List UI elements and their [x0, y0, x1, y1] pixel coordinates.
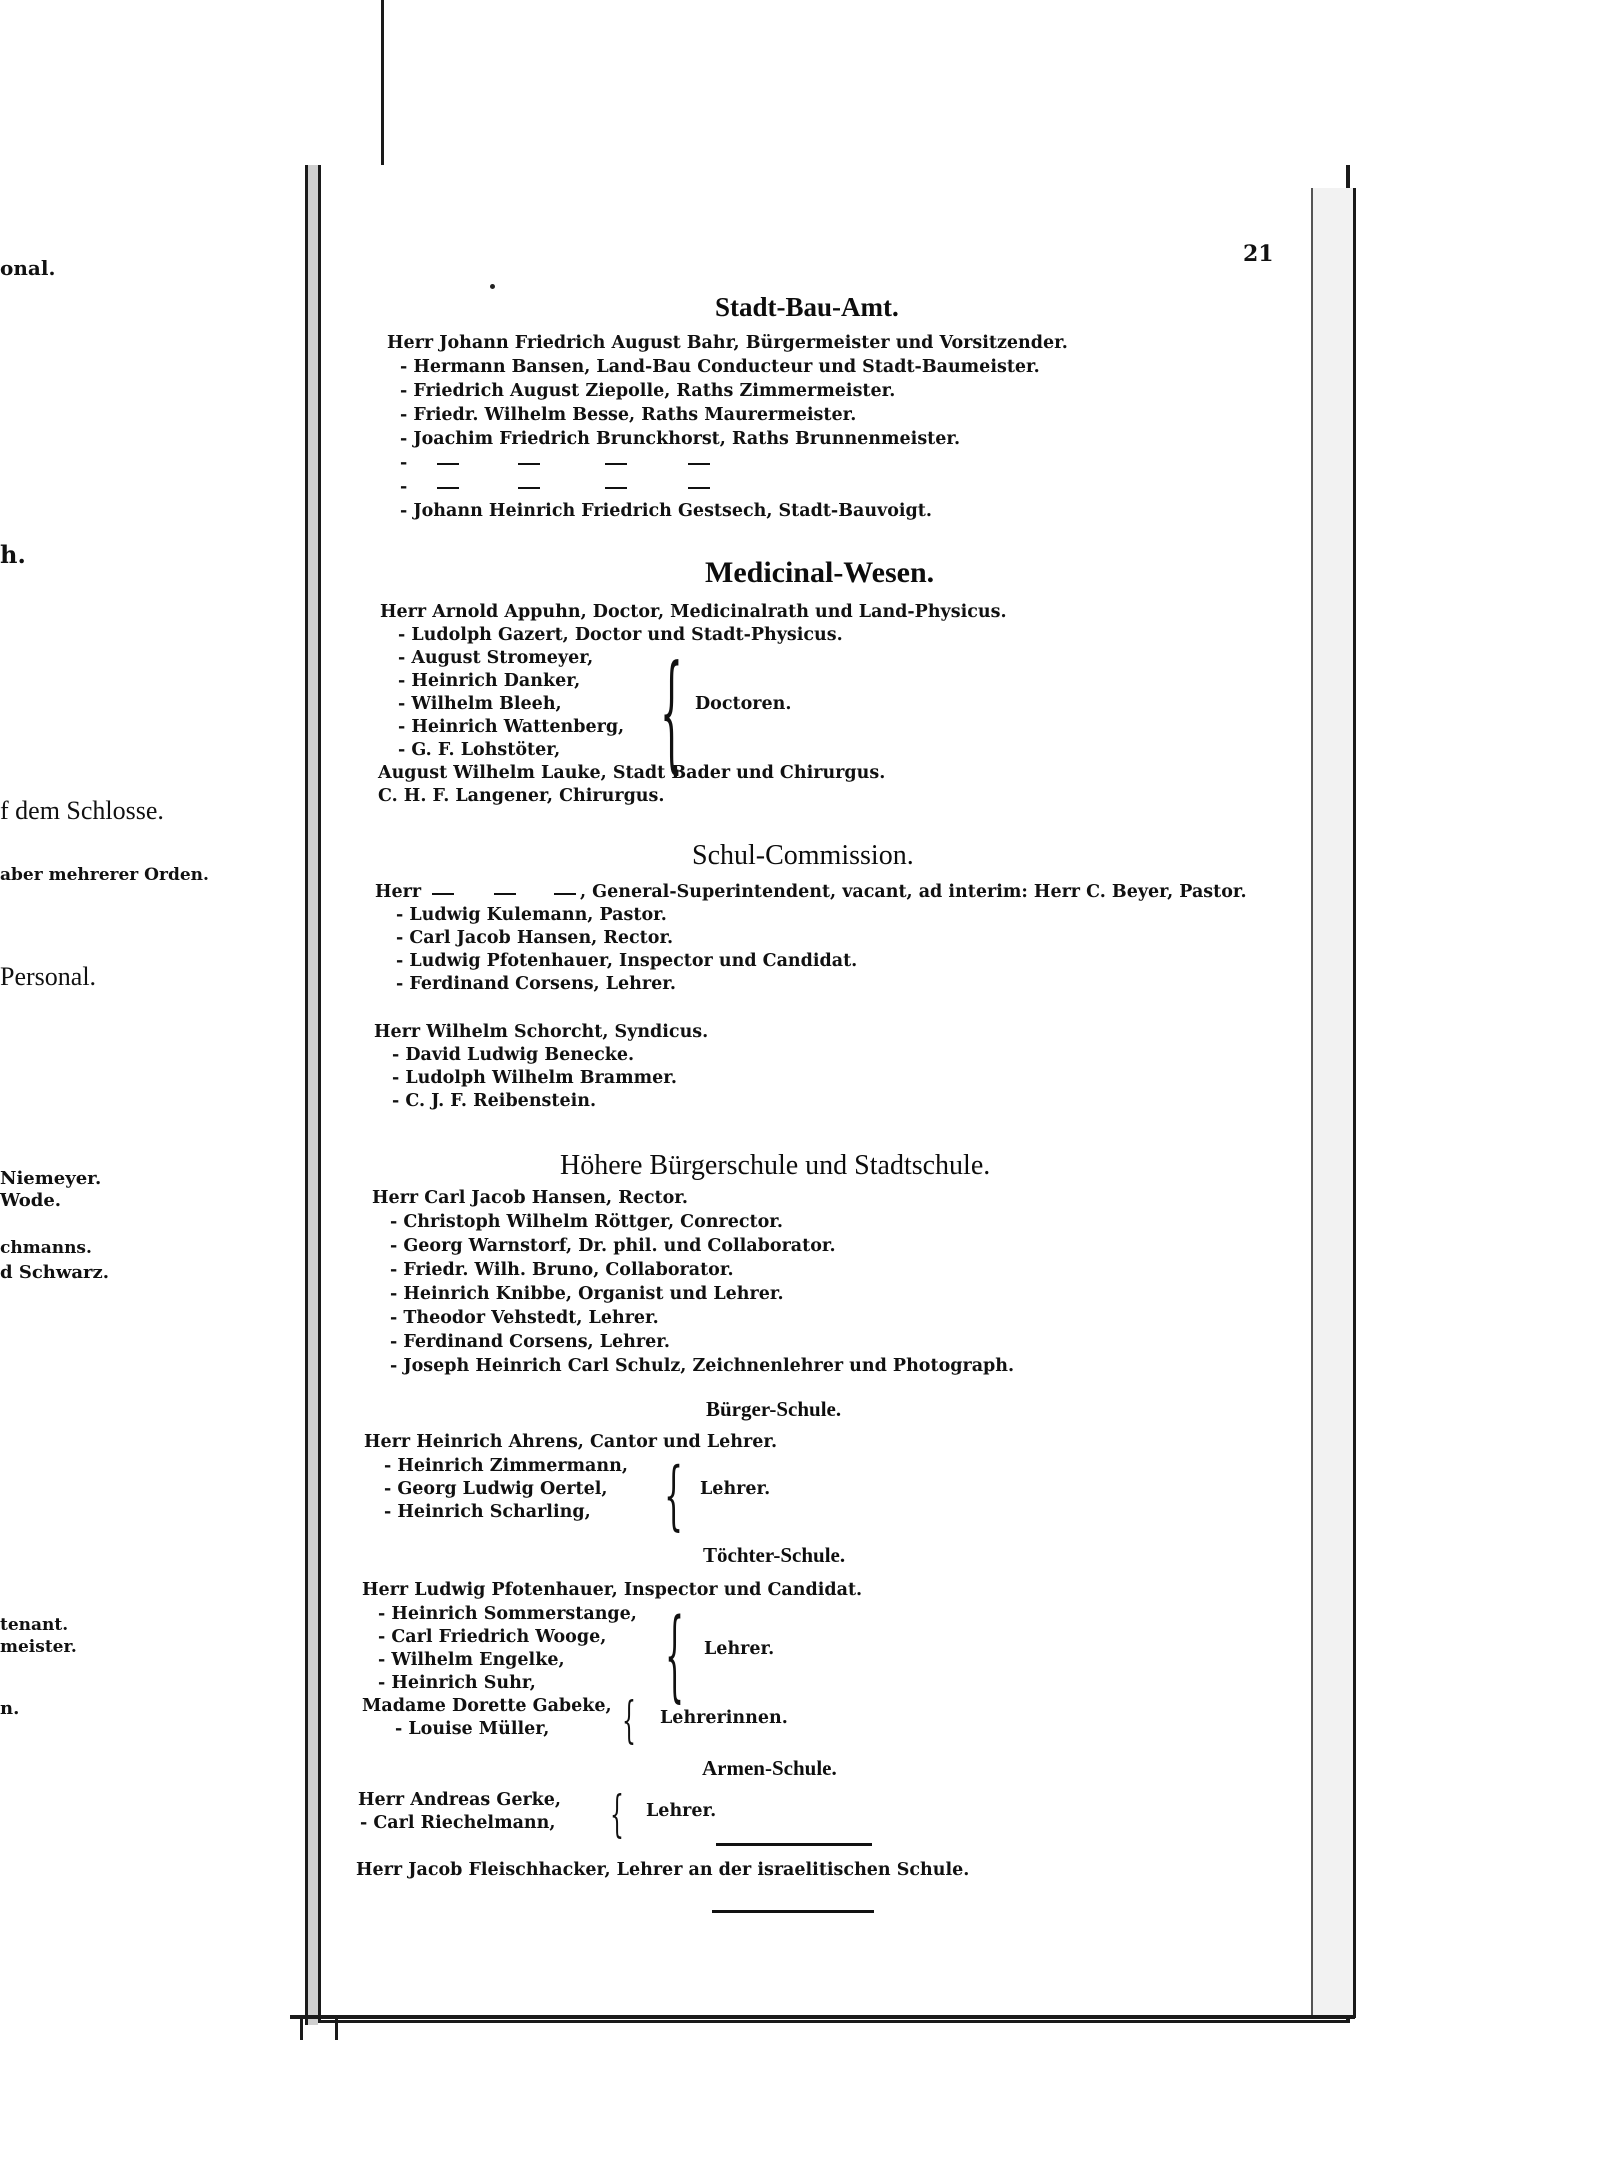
- separator-rule: [712, 1910, 874, 1913]
- left-fragment: f dem Schlosse.: [0, 796, 164, 825]
- vacant-dash: [437, 487, 459, 489]
- vacant-row-marker: -: [400, 453, 408, 473]
- list-item: Herr Johann Friedrich August Bahr, Bürgermeister und Vorsitzender.: [387, 333, 1068, 353]
- list-item: - Ludwig Kulemann, Pastor.: [396, 905, 667, 925]
- bottom-tick: [335, 2015, 338, 2040]
- list-item: - Georg Warnstorf, Dr. phil. und Collaborator.: [390, 1236, 836, 1256]
- section-heading-armen-schule: Armen-Schule.: [702, 1756, 837, 1780]
- left-fragment: Wode.: [0, 1190, 62, 1211]
- vacant-dash: [688, 463, 710, 465]
- left-fragment: meister.: [0, 1637, 77, 1657]
- list-item: - Friedrich August Ziepolle, Raths Zimmermeister.: [400, 381, 896, 401]
- left-fragment: h.: [0, 540, 26, 569]
- vacant-row-marker: -: [400, 477, 408, 497]
- list-item: - Johann Heinrich Friedrich Gestsech, Stadt-Bauvoigt.: [400, 501, 932, 521]
- section-heading-buerger-schule: Bürger-Schule.: [706, 1397, 842, 1421]
- list-item: - Carl Friedrich Wooge,: [378, 1627, 607, 1647]
- list-item: Herr Heinrich Ahrens, Cantor und Lehrer.: [364, 1432, 778, 1452]
- section-heading-stadt-bau-amt: Stadt-Bau-Amt.: [715, 292, 899, 322]
- list-item-prefix: Herr: [375, 882, 422, 902]
- page-edge-shadow: [1311, 188, 1356, 2018]
- list-item: , General-Superintendent, vacant, ad interim: Herr C. Beyer, Pastor.: [580, 882, 1247, 902]
- list-item: Herr Wilhelm Schorcht, Syndicus.: [374, 1022, 709, 1042]
- list-item: - Friedr. Wilhelm Besse, Raths Maurermeister.: [400, 405, 857, 425]
- list-item: - Carl Jacob Hansen, Rector.: [396, 928, 674, 948]
- list-item: - Heinrich Wattenberg,: [398, 717, 625, 737]
- list-item: Madame Dorette Gabeke,: [362, 1696, 612, 1716]
- group-brace: {: [660, 640, 683, 787]
- list-item: Herr Arnold Appuhn, Doctor, Medicinalrath und Land-Physicus.: [380, 602, 1007, 622]
- list-item: - Ludwig Pfotenhauer, Inspector und Candidat.: [396, 951, 858, 971]
- list-item: - Heinrich Sommerstange,: [378, 1604, 637, 1624]
- group-label: Lehrerinnen.: [660, 1708, 788, 1728]
- vacant-dash: [605, 487, 627, 489]
- left-fragment: d Schwarz.: [0, 1262, 110, 1283]
- list-item: - Georg Ludwig Oertel,: [384, 1479, 608, 1499]
- list-item: - Heinrich Scharling,: [384, 1502, 591, 1522]
- group-label: Lehrer.: [700, 1479, 771, 1499]
- left-fragment: onal.: [0, 256, 56, 280]
- list-item: - Heinrich Danker,: [398, 671, 581, 691]
- group-label: Lehrer.: [646, 1801, 717, 1821]
- list-item: - Ferdinand Corsens, Lehrer.: [396, 974, 676, 994]
- left-fragment: tenant.: [0, 1615, 69, 1635]
- bottom-edge: [290, 2015, 1355, 2019]
- list-item: - Joachim Friedrich Brunckhorst, Raths Brunnenmeister.: [400, 429, 961, 449]
- group-brace: {: [665, 1598, 685, 1714]
- vacant-dash: [518, 487, 540, 489]
- page-gutter-shadow: [308, 165, 318, 2025]
- bottom-tick: [300, 2015, 303, 2040]
- left-fragment: Niemeyer.: [0, 1168, 102, 1189]
- vacant-dash: [518, 463, 540, 465]
- list-item: - David Ludwig Benecke.: [392, 1045, 635, 1065]
- list-item: - Christoph Wilhelm Röttger, Conrector.: [390, 1212, 783, 1232]
- group-label: Doctoren.: [695, 694, 792, 714]
- group-brace: {: [622, 1692, 636, 1750]
- section-heading-schul-commission: Schul-Commission.: [692, 840, 914, 871]
- list-item: Herr Ludwig Pfotenhauer, Inspector und Candidat.: [362, 1580, 863, 1600]
- group-brace: {: [610, 1786, 624, 1844]
- group-brace: {: [664, 1452, 684, 1540]
- section-heading-hoehere-buergerschule: Höhere Bürgerschule und Stadtschule.: [560, 1150, 991, 1181]
- list-item: - Heinrich Suhr,: [378, 1673, 536, 1693]
- list-item: - Joseph Heinrich Carl Schulz, Zeichnenlehrer und Photograph.: [390, 1356, 1015, 1376]
- section-heading-medicinal-wesen: Medicinal-Wesen.: [705, 556, 935, 589]
- list-item: - Hermann Bansen, Land-Bau Conducteur und Stadt-Baumeister.: [400, 357, 1040, 377]
- ink-dot: [490, 284, 495, 289]
- left-fragment: chmanns.: [0, 1238, 92, 1258]
- list-item: - Friedr. Wilh. Bruno, Collaborator.: [390, 1260, 734, 1280]
- list-item: Herr Andreas Gerke,: [358, 1790, 562, 1810]
- vacant-dash: [494, 893, 516, 895]
- section-heading-toechter-schule: Töchter-Schule.: [703, 1543, 846, 1567]
- list-item: - Ludolph Wilhelm Brammer.: [392, 1068, 677, 1088]
- vacant-dash: [688, 487, 710, 489]
- list-item: - Ferdinand Corsens, Lehrer.: [390, 1332, 670, 1352]
- separator-rule: [716, 1843, 872, 1846]
- vacant-dash: [605, 463, 627, 465]
- list-item: Herr Carl Jacob Hansen, Rector.: [372, 1188, 688, 1208]
- list-item: - Wilhelm Bleeh,: [398, 694, 562, 714]
- list-item: - August Stromeyer,: [398, 648, 594, 668]
- spine-line: [381, 0, 384, 165]
- left-fragment: n.: [0, 1698, 20, 1719]
- vacant-dash: [437, 463, 459, 465]
- footer-line: Herr Jacob Fleischhacker, Lehrer an der israelitischen Schule.: [356, 1860, 970, 1880]
- list-item: - G. F. Lohstöter,: [398, 740, 561, 760]
- page-number: 21: [1243, 241, 1274, 267]
- list-item: - Heinrich Knibbe, Organist und Lehrer.: [390, 1284, 784, 1304]
- group-label: Lehrer.: [704, 1639, 775, 1659]
- vacant-dash: [432, 893, 454, 895]
- list-item: C. H. F. Langener, Chirurgus.: [378, 786, 665, 806]
- list-item: - Heinrich Zimmermann,: [384, 1456, 628, 1476]
- list-item: - Theodor Vehstedt, Lehrer.: [390, 1308, 659, 1328]
- vacant-dash: [554, 893, 576, 895]
- list-item: - Carl Riechelmann,: [360, 1813, 556, 1833]
- list-item: - Ludolph Gazert, Doctor und Stadt-Physicus.: [398, 625, 843, 645]
- list-item: - C. J. F. Reibenstein.: [392, 1091, 597, 1111]
- left-fragment: aber mehrerer Orden.: [0, 865, 209, 885]
- list-item: - Wilhelm Engelke,: [378, 1650, 565, 1670]
- left-page: [0, 165, 308, 2025]
- list-item: August Wilhelm Lauke, Stadt Bader und Chirurgus.: [378, 763, 886, 783]
- list-item: - Louise Müller,: [395, 1719, 550, 1739]
- left-fragment: Personal.: [0, 962, 97, 991]
